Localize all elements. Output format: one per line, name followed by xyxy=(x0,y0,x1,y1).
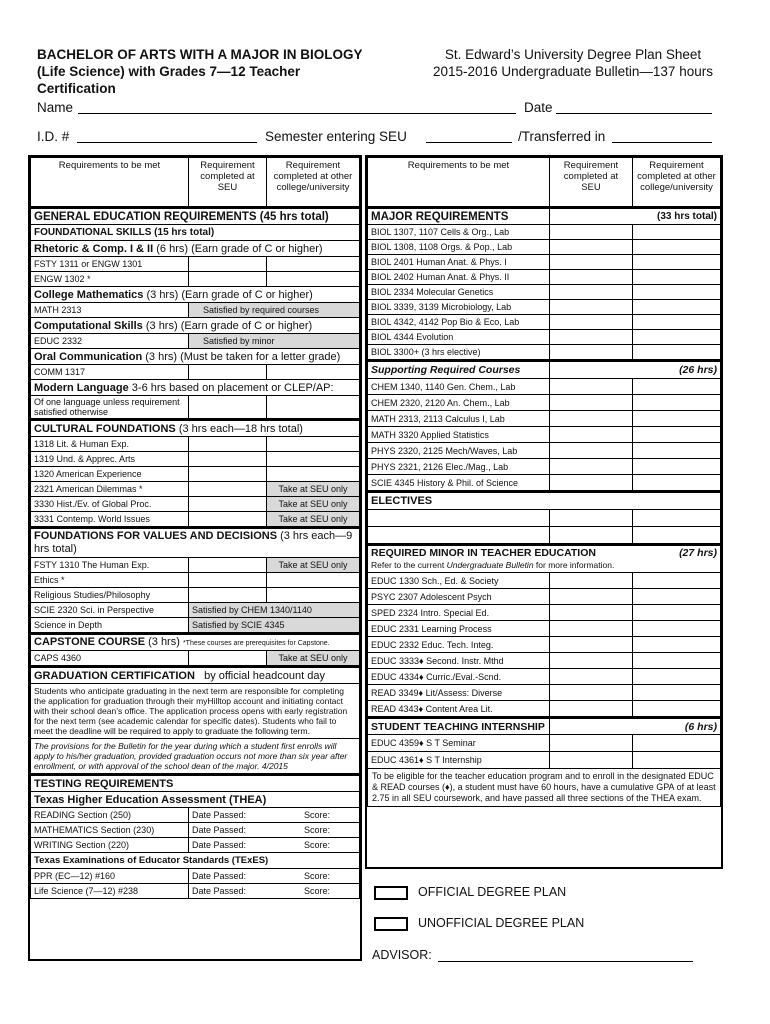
course-caps4360: CAPS 4360 xyxy=(31,651,189,667)
other-cell[interactable] xyxy=(633,605,721,621)
other-cell[interactable] xyxy=(633,240,721,255)
transferred-label: /Transferred in xyxy=(518,129,606,144)
seu-cell[interactable] xyxy=(550,345,633,361)
course-ethics: Ethics * xyxy=(31,573,189,588)
seu-cell[interactable] xyxy=(550,752,633,769)
name-label: Name xyxy=(37,100,74,115)
other-cell[interactable] xyxy=(633,589,721,605)
advisor-label: ADVISOR: xyxy=(372,948,432,962)
official-checkbox[interactable] xyxy=(374,886,408,900)
intern-course: EDUC 4359♦ S T Seminar xyxy=(368,735,550,752)
other-cell[interactable] xyxy=(633,345,721,361)
minor-course: PSYC 2307 Adolescent Psych xyxy=(368,589,550,605)
major-course: BIOL 1307, 1107 Cells & Org., Lab xyxy=(368,225,550,240)
seu-cell[interactable] xyxy=(550,685,633,701)
language-header: Modern Language 3-6 hrs based on placement or CLEP/AP: xyxy=(31,380,360,396)
test-result-cell[interactable]: Date Passed: Score: xyxy=(189,884,360,899)
major-course: BIOL 1308, 1108 Orgs. & Pop., Lab xyxy=(368,240,550,255)
course-1319: 1319 Und. & Apprec. Arts xyxy=(31,452,189,467)
other-cell[interactable] xyxy=(633,752,721,769)
official-degree-plan[interactable] xyxy=(374,885,566,900)
major-course: BIOL 4342, 4142 Pop Bio & Eco, Lab xyxy=(368,315,550,330)
seu-cell[interactable] xyxy=(550,330,633,345)
internship-hours: (6 hrs) xyxy=(550,718,721,735)
minor-header: REQUIRED MINOR IN TEACHER EDUCATION xyxy=(371,547,596,559)
other-cell[interactable] xyxy=(633,315,721,330)
page-title xyxy=(37,46,397,97)
thea-header: Texas Higher Education Assessment (THEA) xyxy=(31,792,360,808)
minor-hours: (27 hrs) xyxy=(679,547,717,559)
course-3331: 3331 Contemp. World Issues xyxy=(31,512,189,528)
other-cell[interactable] xyxy=(267,257,360,272)
course-3330: 3330 Hist./Ev. of Global Proc. xyxy=(31,497,189,512)
date-label: Date xyxy=(524,100,553,115)
support-course: PHYS 2320, 2125 Mech/Waves, Lab xyxy=(368,443,550,459)
support-course: CHEM 1340, 1140 Gen. Chem., Lab xyxy=(368,379,550,395)
seu-cell[interactable] xyxy=(189,452,267,467)
other-cell[interactable] xyxy=(267,437,360,452)
support-course: MATH 3320 Applied Statistics xyxy=(368,427,550,443)
other-cell[interactable] xyxy=(633,300,721,315)
seu-cell[interactable] xyxy=(550,285,633,300)
other-cell[interactable] xyxy=(633,427,721,443)
seu-cell[interactable] xyxy=(189,482,267,497)
course-1320: 1320 American Experience xyxy=(31,467,189,482)
minor-course: EDUC 2332 Educ. Tech. Integ. xyxy=(368,637,550,653)
seu-cell[interactable] xyxy=(550,395,633,411)
provisions-paragraph: The provisions for the Bulletin for the year during which a student first enrolls will apply to his/her graduation, provided graduation occurs not more than six year after enrollment, or with approval of the school dean of the major. 4/2015 xyxy=(31,739,360,775)
other-cell[interactable] xyxy=(633,285,721,300)
semester-field[interactable] xyxy=(426,142,512,143)
seu-cell[interactable] xyxy=(550,589,633,605)
other-cell[interactable] xyxy=(633,330,721,345)
other-cell[interactable] xyxy=(633,411,721,427)
university-header xyxy=(408,46,738,80)
other-cell[interactable] xyxy=(633,573,721,589)
course-religious: Religious Studies/Philosophy xyxy=(31,588,189,603)
support-course: SCIE 4345 History & Phil. of Science xyxy=(368,475,550,492)
seu-cell[interactable] xyxy=(550,379,633,395)
seu-cell[interactable] xyxy=(550,270,633,285)
name-field[interactable] xyxy=(78,113,516,114)
minor-course: READ 3349♦ Lit/Assess: Diverse xyxy=(368,685,550,701)
testing-header: TESTING REQUIREMENTS xyxy=(31,775,360,792)
advisor-field[interactable] xyxy=(438,961,693,962)
other-cell[interactable] xyxy=(633,653,721,669)
title-line-3: Certification xyxy=(37,81,116,96)
seu-cell[interactable] xyxy=(189,651,267,667)
graduation-header: GRADUATION CERTIFICATION by official headcount day xyxy=(31,667,360,684)
scie-satisfied: Satisfied by CHEM 1340/1140 xyxy=(189,603,360,618)
unofficial-degree-plan[interactable] xyxy=(374,916,584,931)
seu-cell[interactable] xyxy=(550,669,633,685)
course-2321: 2321 American Dilemmas * xyxy=(31,482,189,497)
seu-cell[interactable] xyxy=(550,735,633,752)
supporting-header: Supporting Required Courses xyxy=(368,361,550,379)
other-cell[interactable] xyxy=(633,443,721,459)
seu-cell[interactable] xyxy=(550,527,633,545)
official-label: OFFICIAL DEGREE PLAN xyxy=(418,885,567,899)
other-cell[interactable] xyxy=(267,365,360,380)
graduation-paragraph: Students who anticipate graduating in the next term are responsible for completing the application for graduation through their myHilltop account and initiating contact with their school dean’s office. The application process opens with early registration for the next term (see academic calendar for specific dates). Students who fail to meet the deadline will be required to apply to graduate the following term. xyxy=(31,684,360,739)
seu-cell[interactable] xyxy=(550,475,633,492)
other-cell[interactable] xyxy=(633,701,721,718)
right-requirements-panel xyxy=(365,155,723,869)
foundational-header: FOUNDATIONAL SKILLS (15 hrs total) xyxy=(31,225,360,241)
depth-satisfied: Satisfied by SCIE 4345 xyxy=(189,618,360,634)
support-course: MATH 2313, 2113 Calculus I, Lab xyxy=(368,411,550,427)
other-cell[interactable] xyxy=(633,621,721,637)
test-writing: WRITING Section (220) xyxy=(31,838,189,853)
minor-course: EDUC 4334♦ Curric./Eval.-Scnd. xyxy=(368,669,550,685)
math-header: College Mathematics (3 hrs) (Earn grade of C or higher) xyxy=(31,287,360,303)
semester-label: Semester entering SEU xyxy=(265,129,407,144)
minor-course: SPED 2324 Intro. Special Ed. xyxy=(368,605,550,621)
seu-cell[interactable] xyxy=(189,272,267,287)
course-fsty1310: FSTY 1310 The Human Exp. xyxy=(31,558,189,573)
course-math2313: MATH 2313 xyxy=(31,303,189,318)
test-ppr: PPR (EC—12) #160 xyxy=(31,869,189,884)
seu-cell[interactable] xyxy=(550,225,633,240)
seu-cell[interactable] xyxy=(550,605,633,621)
test-result-cell[interactable]: Date Passed: Score: xyxy=(189,838,360,853)
seu-cell[interactable] xyxy=(189,396,267,420)
gen-ed-header: GENERAL EDUCATION REQUIREMENTS (45 hrs total) xyxy=(31,208,360,225)
internship-header: STUDENT TEACHING INTERNSHIP xyxy=(368,718,550,735)
seu-cell[interactable] xyxy=(189,588,267,603)
test-result-cell[interactable]: Date Passed: Score: xyxy=(189,869,360,884)
other-cell[interactable] xyxy=(267,467,360,482)
elective-cell[interactable] xyxy=(368,527,550,545)
other-cell[interactable] xyxy=(633,225,721,240)
minor-header-block: REQUIRED MINOR IN TEACHER EDUCATION (27 hrs) Refer to the current Undergraduate Bulletin for more information. xyxy=(368,545,721,573)
seu-cell[interactable] xyxy=(550,315,633,330)
other-cell[interactable] xyxy=(633,510,721,527)
computational-header: Computational Skills (3 hrs) (Earn grade of C or higher) xyxy=(31,318,360,334)
eligibility-note: To be eligible for the teacher education program and to enroll in the designated EDUC & READ courses (♦), a student must have 60 hours, have a cumulative GPA of at least 2.75 in all SEU coursework, and have passed all three sections of the THEA exam. xyxy=(368,769,721,807)
other-cell[interactable] xyxy=(633,475,721,492)
col-requirements: Requirements to be met xyxy=(368,158,550,208)
take-seu-only: Take at SEU only xyxy=(267,558,360,573)
seu-cell[interactable] xyxy=(550,240,633,255)
seu-cell[interactable] xyxy=(550,255,633,270)
other-cell[interactable] xyxy=(267,573,360,588)
test-result-cell[interactable]: Date Passed: Score: xyxy=(189,823,360,838)
seu-cell[interactable] xyxy=(189,365,267,380)
take-seu-only: Take at SEU only xyxy=(267,482,360,497)
other-cell[interactable] xyxy=(267,452,360,467)
col-completed-seu: Requirement completed at SEU xyxy=(550,158,633,208)
support-course: PHYS 2321, 2126 Elec./Mag., Lab xyxy=(368,459,550,475)
other-cell[interactable] xyxy=(633,459,721,475)
other-cell[interactable] xyxy=(633,255,721,270)
col-requirements: Requirements to be met xyxy=(31,158,189,208)
test-math: MATHEMATICS Section (230) xyxy=(31,823,189,838)
unofficial-checkbox[interactable] xyxy=(374,917,408,931)
col-completed-other: Requirement completed at other college/university xyxy=(267,158,360,208)
course-educ2332: EDUC 2332 xyxy=(31,334,189,349)
other-cell[interactable] xyxy=(267,396,360,420)
transferred-field[interactable] xyxy=(612,142,712,143)
take-seu-only: Take at SEU only xyxy=(267,512,360,528)
math-satisfied: Satisfied by required courses xyxy=(189,303,360,318)
course-fsty1311: FSTY 1311 or ENGW 1301 xyxy=(31,257,189,272)
seu-cell[interactable] xyxy=(189,467,267,482)
major-hours: (33 hrs total) xyxy=(550,208,721,225)
id-label: I.D. # xyxy=(37,129,70,144)
major-header: MAJOR REQUIREMENTS xyxy=(368,208,550,225)
major-course: BIOL 2402 Human Anat. & Phys. II xyxy=(368,270,550,285)
major-course: BIOL 4344 Evolution xyxy=(368,330,550,345)
seu-cell[interactable] xyxy=(550,427,633,443)
seu-cell[interactable] xyxy=(550,637,633,653)
minor-course: EDUC 1330 Sch., Ed. & Society xyxy=(368,573,550,589)
course-comm1317: COMM 1317 xyxy=(31,365,189,380)
bulletin-line: 2015-2016 Undergraduate Bulletin—137 hours xyxy=(433,64,713,79)
seu-cell[interactable] xyxy=(189,573,267,588)
left-requirements-panel xyxy=(28,155,362,961)
seu-cell[interactable] xyxy=(550,701,633,718)
seu-cell[interactable] xyxy=(550,573,633,589)
other-cell[interactable] xyxy=(633,669,721,685)
seu-cell[interactable] xyxy=(189,497,267,512)
support-course: CHEM 2320, 2120 An. Chem., Lab xyxy=(368,395,550,411)
id-field[interactable] xyxy=(77,142,257,143)
seu-cell[interactable] xyxy=(189,558,267,573)
other-cell[interactable] xyxy=(267,588,360,603)
major-course: BIOL 3339, 3139 Microbiology, Lab xyxy=(368,300,550,315)
major-course: BIOL 3300+ (3 hrs elective) xyxy=(368,345,550,361)
values-header: FOUNDATIONS FOR VALUES AND DECISIONS (3 hrs each—9 hrs total) xyxy=(31,528,360,558)
elective-cell[interactable] xyxy=(368,510,550,527)
take-seu-only: Take at SEU only xyxy=(267,651,360,667)
university-line: St. Edward’s University Degree Plan Sheet xyxy=(444,47,702,62)
seu-cell[interactable] xyxy=(550,443,633,459)
major-course: BIOL 2334 Molecular Genetics xyxy=(368,285,550,300)
language-note: Of one language unless requirement satisfied otherwise xyxy=(31,396,189,420)
col-completed-seu: Requirement completed at SEU xyxy=(189,158,267,208)
course-1318: 1318 Lit. & Human Exp. xyxy=(31,437,189,452)
other-cell[interactable] xyxy=(633,735,721,752)
minor-course: READ 4343♦ Content Area Lit. xyxy=(368,701,550,718)
other-cell[interactable] xyxy=(633,379,721,395)
electives-header: ELECTIVES xyxy=(368,492,721,510)
texes-header: Texas Examinations of Educator Standards (TExES) xyxy=(31,853,360,869)
take-seu-only: Take at SEU only xyxy=(267,497,360,512)
seu-cell[interactable] xyxy=(189,437,267,452)
oral-header: Oral Communication (3 hrs) (Must be taken for a letter grade) xyxy=(31,349,360,365)
title-line-1: BACHELOR OF ARTS WITH A MAJOR IN BIOLOGY xyxy=(37,47,363,62)
other-cell[interactable] xyxy=(633,527,721,545)
other-cell[interactable] xyxy=(633,637,721,653)
minor-course: EDUC 2331 Learning Process xyxy=(368,621,550,637)
col-completed-other: Requirement completed at other college/university xyxy=(633,158,721,208)
other-cell[interactable] xyxy=(633,685,721,701)
date-field[interactable] xyxy=(556,113,712,114)
other-cell[interactable] xyxy=(267,272,360,287)
other-cell[interactable] xyxy=(633,395,721,411)
other-cell[interactable] xyxy=(633,270,721,285)
seu-cell[interactable] xyxy=(550,300,633,315)
capstone-header: CAPSTONE COURSE (3 hrs) *These courses are prerequisites for Capstone. xyxy=(31,634,360,651)
educ-satisfied: Satisfied by minor xyxy=(189,334,360,349)
rhetoric-header: Rhetoric & Comp. I & II (6 hrs) (Earn grade of C or higher) xyxy=(31,241,360,257)
seu-cell[interactable] xyxy=(550,621,633,637)
cultural-header: CULTURAL FOUNDATIONS (3 hrs each—18 hrs total) xyxy=(31,420,360,437)
seu-cell[interactable] xyxy=(189,512,267,528)
intern-course: EDUC 4361♦ S T Internship xyxy=(368,752,550,769)
test-reading: READING Section (250) xyxy=(31,808,189,823)
seu-cell[interactable] xyxy=(550,411,633,427)
course-scie2320: SCIE 2320 Sci. in Perspective xyxy=(31,603,189,618)
course-engw1302: ENGW 1302 * xyxy=(31,272,189,287)
unofficial-label: UNOFFICIAL DEGREE PLAN xyxy=(418,916,585,930)
seu-cell[interactable] xyxy=(550,510,633,527)
major-course: BIOL 2401 Human Anat. & Phys. I xyxy=(368,255,550,270)
test-life-science: Life Science (7—12) #238 xyxy=(31,884,189,899)
minor-course: EDUC 3333♦ Second. Instr. Mthd xyxy=(368,653,550,669)
seu-cell[interactable] xyxy=(550,459,633,475)
seu-cell[interactable] xyxy=(550,653,633,669)
seu-cell[interactable] xyxy=(189,257,267,272)
title-line-2: (Life Science) with Grades 7—12 Teacher xyxy=(37,64,301,79)
course-science-depth: Science in Depth xyxy=(31,618,189,634)
test-result-cell[interactable]: Date Passed: Score: xyxy=(189,808,360,823)
supporting-hours: (26 hrs) xyxy=(550,361,721,379)
